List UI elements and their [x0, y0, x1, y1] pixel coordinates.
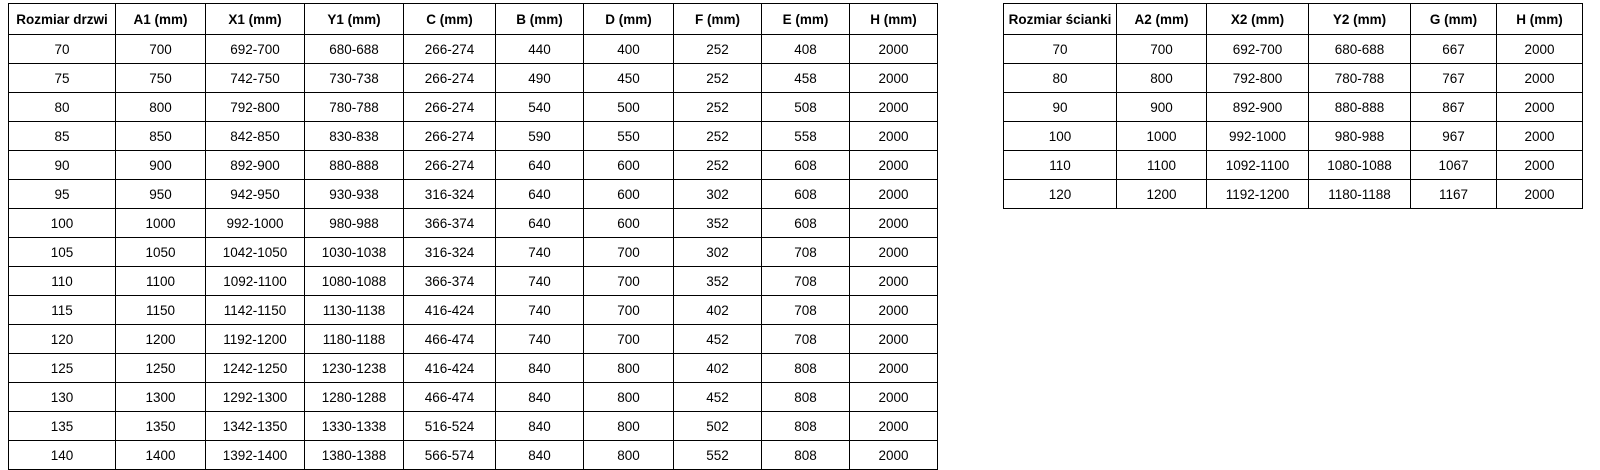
- wall-table-cell: 992-1000: [1207, 122, 1309, 151]
- wall-table-cell: 70: [1004, 35, 1117, 64]
- door-table-cell: 800: [584, 354, 674, 383]
- door-table-cell: 2000: [850, 267, 938, 296]
- door-table-column-header: Y1 (mm): [305, 4, 404, 35]
- wall-table-cell: 680-688: [1309, 35, 1411, 64]
- wall-table-head: [1004, 4, 1583, 35]
- door-table-cell: 130: [9, 383, 116, 412]
- table-row: [9, 180, 938, 209]
- door-table-cell: 1042-1050: [206, 238, 305, 267]
- wall-table-column-header: Y2 (mm): [1309, 4, 1411, 35]
- door-table-cell: 708: [762, 296, 850, 325]
- door-table-cell: 842-850: [206, 122, 305, 151]
- wall-table-cell: 90: [1004, 93, 1117, 122]
- wall-table-cell: 1100: [1117, 151, 1207, 180]
- wall-table-cell: 100: [1004, 122, 1117, 151]
- door-table-cell: 1030-1038: [305, 238, 404, 267]
- door-table-cell: 900: [116, 151, 206, 180]
- door-table-cell: 1392-1400: [206, 441, 305, 470]
- wall-table-cell: 867: [1411, 93, 1497, 122]
- door-table-cell: 252: [674, 64, 762, 93]
- table-row: [9, 93, 938, 122]
- table-row: [9, 354, 938, 383]
- door-table-cell: 440: [496, 35, 584, 64]
- door-table-cell: 400: [584, 35, 674, 64]
- door-table-cell: 708: [762, 325, 850, 354]
- door-table-cell: 800: [116, 93, 206, 122]
- door-table-cell: 452: [674, 325, 762, 354]
- door-table-cell: 700: [584, 325, 674, 354]
- door-table-cell: 2000: [850, 383, 938, 412]
- door-table-cell: 120: [9, 325, 116, 354]
- door-table-cell: 608: [762, 209, 850, 238]
- table-row: [9, 267, 938, 296]
- door-table-cell: 840: [496, 383, 584, 412]
- door-table-cell: 600: [584, 151, 674, 180]
- door-table-cell: 1150: [116, 296, 206, 325]
- door-table-cell: 252: [674, 93, 762, 122]
- door-table-cell: 880-888: [305, 151, 404, 180]
- door-table-cell: 1292-1300: [206, 383, 305, 412]
- table-row: [9, 296, 938, 325]
- door-table-cell: 302: [674, 238, 762, 267]
- door-table-cell: 2000: [850, 209, 938, 238]
- door-table-cell: 750: [116, 64, 206, 93]
- door-table-cell: 352: [674, 209, 762, 238]
- wall-table-cell: 1192-1200: [1207, 180, 1309, 209]
- wall-table-cell: 700: [1117, 35, 1207, 64]
- table-row: [9, 122, 938, 151]
- table-row: [9, 64, 938, 93]
- door-table-cell: 808: [762, 354, 850, 383]
- door-table-body: [9, 35, 938, 470]
- door-table-cell: 408: [762, 35, 850, 64]
- wall-size-table-container: [1003, 3, 1583, 209]
- door-table-cell: 458: [762, 64, 850, 93]
- door-table-cell: 75: [9, 64, 116, 93]
- door-table-cell: 2000: [850, 441, 938, 470]
- wall-table-cell: 780-788: [1309, 64, 1411, 93]
- door-table-column-header: X1 (mm): [206, 4, 305, 35]
- door-table-cell: 1200: [116, 325, 206, 354]
- door-table-cell: 640: [496, 151, 584, 180]
- door-table-column-header: B (mm): [496, 4, 584, 35]
- door-table-cell: 740: [496, 238, 584, 267]
- door-table-cell: 600: [584, 209, 674, 238]
- door-table-cell: 1230-1238: [305, 354, 404, 383]
- door-table-cell: 1380-1388: [305, 441, 404, 470]
- door-table-cell: 2000: [850, 325, 938, 354]
- door-table-cell: 550: [584, 122, 674, 151]
- door-table-cell: 466-474: [404, 325, 496, 354]
- door-table-cell: 992-1000: [206, 209, 305, 238]
- door-table-cell: 252: [674, 122, 762, 151]
- door-table-cell: 800: [584, 412, 674, 441]
- door-table-cell: 2000: [850, 64, 938, 93]
- door-table-column-header: A1 (mm): [116, 4, 206, 35]
- door-table-cell: 1050: [116, 238, 206, 267]
- wall-table-cell: 667: [1411, 35, 1497, 64]
- door-table-cell: 2000: [850, 151, 938, 180]
- door-table-cell: 316-324: [404, 180, 496, 209]
- door-table-cell: 730-738: [305, 64, 404, 93]
- wall-table-cell: 1000: [1117, 122, 1207, 151]
- door-table-cell: 1180-1188: [305, 325, 404, 354]
- wall-table-column-header: X2 (mm): [1207, 4, 1309, 35]
- door-table-cell: 402: [674, 354, 762, 383]
- door-table-cell: 540: [496, 93, 584, 122]
- table-header-row: [1004, 4, 1583, 35]
- door-table-cell: 1400: [116, 441, 206, 470]
- table-row: [1004, 64, 1583, 93]
- table-row: [9, 151, 938, 180]
- door-table-head: [9, 4, 938, 35]
- wall-table-cell: 1180-1188: [1309, 180, 1411, 209]
- door-table-cell: 2000: [850, 35, 938, 64]
- door-table-cell: 1342-1350: [206, 412, 305, 441]
- door-table-column-header: C (mm): [404, 4, 496, 35]
- door-table-cell: 830-838: [305, 122, 404, 151]
- door-table-cell: 708: [762, 238, 850, 267]
- door-table-cell: 490: [496, 64, 584, 93]
- door-size-table-container: [8, 3, 938, 470]
- door-table-cell: 266-274: [404, 64, 496, 93]
- wall-table-cell: 980-988: [1309, 122, 1411, 151]
- table-row: [1004, 122, 1583, 151]
- door-table-cell: 502: [674, 412, 762, 441]
- door-table-cell: 500: [584, 93, 674, 122]
- wall-table-cell: 967: [1411, 122, 1497, 151]
- door-table-cell: 840: [496, 412, 584, 441]
- wall-table-cell: 1067: [1411, 151, 1497, 180]
- door-table-cell: 252: [674, 151, 762, 180]
- door-table-cell: 266-274: [404, 35, 496, 64]
- door-table-cell: 100: [9, 209, 116, 238]
- wall-table-cell: 1080-1088: [1309, 151, 1411, 180]
- wall-table-cell: 2000: [1497, 35, 1583, 64]
- door-table-cell: 740: [496, 325, 584, 354]
- door-table-column-header: F (mm): [674, 4, 762, 35]
- table-row: [9, 209, 938, 238]
- table-row: [9, 35, 938, 64]
- wall-table-cell: 120: [1004, 180, 1117, 209]
- door-table-cell: 1092-1100: [206, 267, 305, 296]
- door-table-cell: 740: [496, 296, 584, 325]
- door-table-cell: 980-988: [305, 209, 404, 238]
- door-table-cell: 452: [674, 383, 762, 412]
- table-row: [9, 441, 938, 470]
- door-table-cell: 700: [584, 238, 674, 267]
- door-table-cell: 402: [674, 296, 762, 325]
- door-table-cell: 590: [496, 122, 584, 151]
- door-table-cell: 252: [674, 35, 762, 64]
- table-row: [9, 383, 938, 412]
- wall-table-column-header: H (mm): [1497, 4, 1583, 35]
- wall-table-body: [1004, 35, 1583, 209]
- door-table-column-header: Rozmiar drzwi: [9, 4, 116, 35]
- door-table-cell: 1142-1150: [206, 296, 305, 325]
- door-table-column-header: H (mm): [850, 4, 938, 35]
- wall-size-table: [1003, 3, 1583, 209]
- wall-table-cell: 892-900: [1207, 93, 1309, 122]
- table-row: [9, 238, 938, 267]
- door-table-cell: 600: [584, 180, 674, 209]
- door-table-cell: 90: [9, 151, 116, 180]
- wall-table-cell: 80: [1004, 64, 1117, 93]
- wall-table-cell: 1167: [1411, 180, 1497, 209]
- wall-table-cell: 792-800: [1207, 64, 1309, 93]
- door-table-cell: 140: [9, 441, 116, 470]
- wall-table-column-header: A2 (mm): [1117, 4, 1207, 35]
- door-table-cell: 808: [762, 412, 850, 441]
- door-table-column-header: E (mm): [762, 4, 850, 35]
- door-table-cell: 1242-1250: [206, 354, 305, 383]
- door-table-cell: 1330-1338: [305, 412, 404, 441]
- door-table-cell: 2000: [850, 238, 938, 267]
- wall-table-cell: 900: [1117, 93, 1207, 122]
- door-table-cell: 450: [584, 64, 674, 93]
- door-table-cell: 640: [496, 209, 584, 238]
- wall-table-cell: 800: [1117, 64, 1207, 93]
- door-table-cell: 1192-1200: [206, 325, 305, 354]
- door-table-cell: 692-700: [206, 35, 305, 64]
- door-table-cell: 2000: [850, 93, 938, 122]
- wall-table-cell: 692-700: [1207, 35, 1309, 64]
- door-table-cell: 608: [762, 180, 850, 209]
- door-table-cell: 266-274: [404, 93, 496, 122]
- door-table-cell: 80: [9, 93, 116, 122]
- table-row: [9, 412, 938, 441]
- door-table-cell: 110: [9, 267, 116, 296]
- door-table-cell: 740: [496, 267, 584, 296]
- door-table-cell: 1250: [116, 354, 206, 383]
- door-table-cell: 930-938: [305, 180, 404, 209]
- door-table-cell: 2000: [850, 412, 938, 441]
- door-table-cell: 115: [9, 296, 116, 325]
- door-table-cell: 2000: [850, 180, 938, 209]
- door-table-cell: 700: [116, 35, 206, 64]
- door-table-cell: 2000: [850, 296, 938, 325]
- door-table-cell: 558: [762, 122, 850, 151]
- door-table-cell: 135: [9, 412, 116, 441]
- door-table-cell: 700: [584, 296, 674, 325]
- door-table-cell: 566-574: [404, 441, 496, 470]
- door-table-cell: 516-524: [404, 412, 496, 441]
- door-table-cell: 316-324: [404, 238, 496, 267]
- door-size-table: [8, 3, 938, 470]
- door-table-cell: 2000: [850, 122, 938, 151]
- wall-table-cell: 2000: [1497, 151, 1583, 180]
- table-row: [9, 325, 938, 354]
- door-table-cell: 416-424: [404, 354, 496, 383]
- door-table-cell: 800: [584, 441, 674, 470]
- wall-table-cell: 767: [1411, 64, 1497, 93]
- wall-table-cell: 880-888: [1309, 93, 1411, 122]
- table-row: [1004, 180, 1583, 209]
- wall-table-cell: 110: [1004, 151, 1117, 180]
- door-table-cell: 105: [9, 238, 116, 267]
- door-table-cell: 742-750: [206, 64, 305, 93]
- door-table-cell: 352: [674, 267, 762, 296]
- wall-table-cell: 1092-1100: [1207, 151, 1309, 180]
- table-row: [1004, 151, 1583, 180]
- door-table-cell: 1080-1088: [305, 267, 404, 296]
- door-table-cell: 840: [496, 441, 584, 470]
- table-header-row: [9, 4, 938, 35]
- door-table-cell: 1300: [116, 383, 206, 412]
- door-table-cell: 950: [116, 180, 206, 209]
- door-table-cell: 508: [762, 93, 850, 122]
- door-table-cell: 95: [9, 180, 116, 209]
- door-table-cell: 808: [762, 383, 850, 412]
- door-table-cell: 608: [762, 151, 850, 180]
- door-table-cell: 942-950: [206, 180, 305, 209]
- door-table-cell: 125: [9, 354, 116, 383]
- door-table-cell: 552: [674, 441, 762, 470]
- door-table-cell: 808: [762, 441, 850, 470]
- wall-table-column-header: Rozmiar ścianki: [1004, 4, 1117, 35]
- door-table-cell: 800: [584, 383, 674, 412]
- door-table-cell: 416-424: [404, 296, 496, 325]
- door-table-cell: 840: [496, 354, 584, 383]
- door-table-cell: 1280-1288: [305, 383, 404, 412]
- door-table-cell: 708: [762, 267, 850, 296]
- door-table-cell: 640: [496, 180, 584, 209]
- door-table-column-header: D (mm): [584, 4, 674, 35]
- door-table-cell: 1350: [116, 412, 206, 441]
- door-table-cell: 792-800: [206, 93, 305, 122]
- door-table-cell: 366-374: [404, 267, 496, 296]
- table-row: [1004, 35, 1583, 64]
- door-table-cell: 1130-1138: [305, 296, 404, 325]
- door-table-cell: 266-274: [404, 122, 496, 151]
- door-table-cell: 700: [584, 267, 674, 296]
- wall-table-cell: 2000: [1497, 64, 1583, 93]
- door-table-cell: 70: [9, 35, 116, 64]
- door-table-cell: 302: [674, 180, 762, 209]
- table-row: [1004, 93, 1583, 122]
- door-table-cell: 1000: [116, 209, 206, 238]
- door-table-cell: 466-474: [404, 383, 496, 412]
- wall-table-cell: 2000: [1497, 180, 1583, 209]
- door-table-cell: 780-788: [305, 93, 404, 122]
- wall-table-cell: 2000: [1497, 122, 1583, 151]
- door-table-cell: 892-900: [206, 151, 305, 180]
- wall-table-column-header: G (mm): [1411, 4, 1497, 35]
- door-table-cell: 680-688: [305, 35, 404, 64]
- door-table-cell: 366-374: [404, 209, 496, 238]
- wall-table-cell: 2000: [1497, 93, 1583, 122]
- wall-table-cell: 1200: [1117, 180, 1207, 209]
- door-table-cell: 850: [116, 122, 206, 151]
- door-table-cell: 266-274: [404, 151, 496, 180]
- door-table-cell: 85: [9, 122, 116, 151]
- door-table-cell: 1100: [116, 267, 206, 296]
- door-table-cell: 2000: [850, 354, 938, 383]
